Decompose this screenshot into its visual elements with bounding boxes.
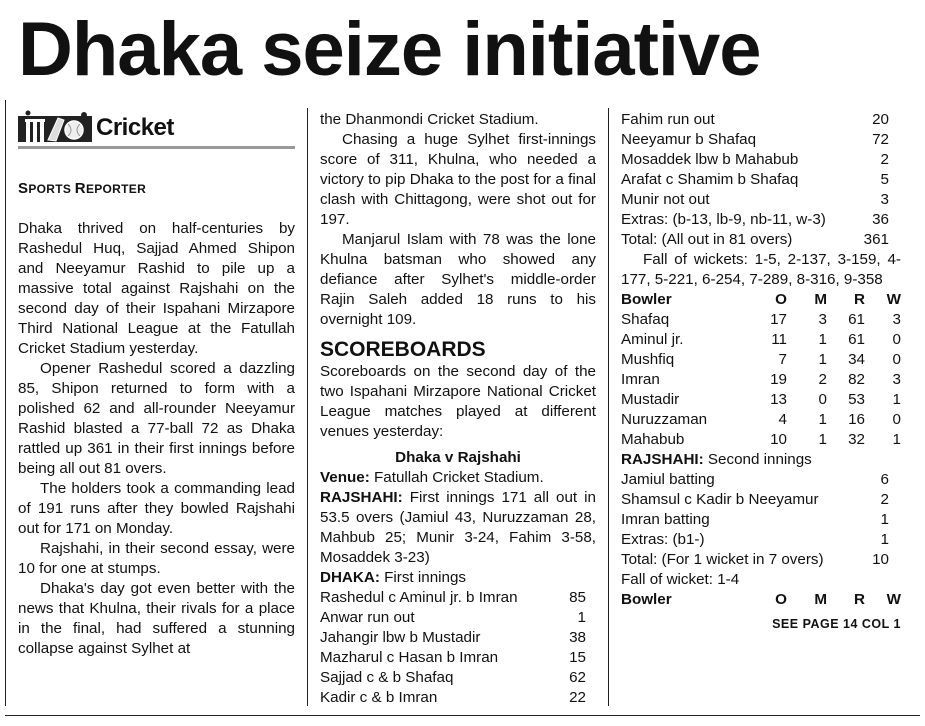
column-divider-1 <box>307 108 308 706</box>
second-innings-scorecard <box>621 470 901 570</box>
section-rule <box>18 146 295 149</box>
wickets-value: 0 <box>892 351 901 368</box>
overs-col-header: O <box>775 291 787 308</box>
venue-label: Venue: <box>320 469 370 486</box>
scoreboards-intro: Scoreboards on the second day of the two Ispahani Mirzapore National Cricket League matches played at different venues yesterday: <box>320 363 596 440</box>
batsman-entry: Jahangir lbw b Mustadir <box>320 629 481 646</box>
innings-summary: First innings 171 all out in 53.5 overs (Jamiul 43, Nuruzzaman 28, Mahbub 25; Munir 3-24, Fahim 3-58, Mosaddek 3-23) <box>320 489 596 566</box>
batting-scorecard <box>320 588 596 708</box>
batsman-entry: Extras: (b-13, lb-9, nb-11, w-3) <box>621 211 826 228</box>
batsman-entry: Sajjad c & b Shafaq <box>320 669 454 686</box>
batsman-entry: Total: (All out in 81 overs) <box>621 231 793 248</box>
bowler-name: Shafaq <box>621 311 670 328</box>
article-paragraph: Dhaka's day got even better with the news that Khulna, their rivals for a place in the final, had suffered a stunning collapse against Sylhet at <box>18 580 295 657</box>
scorecard-row <box>621 110 889 130</box>
left-border <box>5 100 6 706</box>
bowler-name: Mushfiq <box>621 351 675 368</box>
runs-value: 3 <box>880 191 889 208</box>
scorecard-row <box>621 530 889 550</box>
wickets-col-header: W <box>886 291 901 308</box>
maidens-value: 3 <box>818 311 827 328</box>
batsman-entry: Imran batting <box>621 511 710 528</box>
runs-col-header: R <box>854 591 865 608</box>
article-paragraph: Dhaka thrived on half-centuries by Rashedul Huq, Sajjad Ahmed Shipon and Neeyamur Rashid to pile up a massive total against Rajshahi on the second day of their Ispahani Mirzapore Third National League at the Fatullah Cricket Stadium yesterday. <box>18 220 295 357</box>
batsman-entry: Arafat c Shamim b Shafaq <box>621 171 799 188</box>
section-label: Cricket <box>96 114 174 141</box>
runs-value: 36 <box>872 211 889 228</box>
batsman-entry: Extras: (b1-) <box>621 531 705 548</box>
runs-conceded-value: 32 <box>848 431 865 448</box>
scorecard-row <box>320 628 586 648</box>
bowling-figures <box>621 310 901 450</box>
runs-value: 2 <box>880 491 889 508</box>
fall-of-wicket: Fall of wicket: 1-4 <box>621 571 740 588</box>
overs-value: 4 <box>778 411 787 428</box>
overs-value: 17 <box>770 311 787 328</box>
scorecard-row <box>320 588 586 608</box>
article-paragraph: Chasing a huge Sylhet first-innings score of 311, Khulna, who needed a victory to pip Dhaka to the post for a final clash with Chittagong, were shot out for 197. <box>320 131 596 228</box>
section-logo <box>18 110 295 144</box>
bowling-header <box>621 290 901 310</box>
continued-reference: SEE PAGE 14 COL 1 <box>772 617 901 631</box>
column-2 <box>320 110 596 708</box>
match-title: Dhaka v Rajshahi <box>395 449 521 466</box>
runs-col-header: R <box>854 291 865 308</box>
batting-scorecard-continued <box>621 110 901 250</box>
dhaka-first-innings <box>320 568 596 588</box>
bowler-name: Imran <box>621 371 660 388</box>
headline: Dhaka seize initiative <box>18 7 761 92</box>
runs-conceded-value: 34 <box>848 351 865 368</box>
overs-value: 10 <box>770 431 787 448</box>
bowling-row <box>621 350 901 370</box>
team-label: RAJSHAHI: <box>621 451 704 468</box>
runs-value: 2 <box>880 151 889 168</box>
column-divider-2 <box>608 108 609 706</box>
scorecard-row <box>621 170 889 190</box>
runs-value: 1 <box>880 531 889 548</box>
article-paragraph: The holders took a commanding lead of 191 runs after they bowled Rajshahi out for 171 on Monday. <box>18 480 295 537</box>
byline-initial-r: R <box>74 180 86 197</box>
batsman-entry: Anwar run out <box>320 609 415 626</box>
maidens-value: 2 <box>818 371 827 388</box>
bowling-header-2 <box>621 590 901 610</box>
maidens-col-header: M <box>814 291 827 308</box>
article-paragraph: Rajshahi, in their second essay, were 10 for one at stumps. <box>18 540 295 577</box>
bowling-row <box>621 390 901 410</box>
runs-value: 361 <box>863 231 889 248</box>
bowling-row <box>621 410 901 430</box>
byline <box>18 179 295 199</box>
article-paragraph: the Dhanmondi Cricket Stadium. <box>320 111 539 128</box>
venue-value: Fatullah Cricket Stadium. <box>369 469 544 486</box>
wickets-value: 0 <box>892 331 901 348</box>
rajshahi-second-innings <box>621 450 901 470</box>
wickets-value: 3 <box>892 371 901 388</box>
batsman-entry: Mazharul c Hasan b Imran <box>320 649 499 666</box>
byline-rest-2: EPORTER <box>85 182 147 196</box>
wickets-col-header: W <box>886 591 901 608</box>
overs-value: 19 <box>770 371 787 388</box>
runs-value: 62 <box>569 669 586 686</box>
team-label: RAJSHAHI: <box>320 489 403 506</box>
scorecard-row <box>621 510 889 530</box>
bowling-row <box>621 370 901 390</box>
maidens-col-header: M <box>814 591 827 608</box>
scorecard-row <box>320 668 586 688</box>
batsman-entry: Jamiul batting <box>621 471 715 488</box>
bowling-row <box>621 310 901 330</box>
wickets-value: 0 <box>892 411 901 428</box>
batsman-entry: Kadir c & b Imran <box>320 689 438 706</box>
innings-label: Second innings <box>703 451 812 468</box>
runs-value: 5 <box>880 171 889 188</box>
scorecard-row <box>621 150 889 170</box>
scorecard-row <box>320 648 586 668</box>
batsman-entry: Neeyamur b Shafaq <box>621 131 757 148</box>
batsman-entry: Munir not out <box>621 191 710 208</box>
team-label: DHAKA: <box>320 569 380 586</box>
runs-value: 10 <box>872 551 889 568</box>
bowler-name: Mustadir <box>621 391 680 408</box>
byline-initial-s: S <box>18 180 29 197</box>
article-paragraph: Opener Rashedul scored a dazzling 85, Shipon returned to form with a polished 62 and all-rounder Neeyamur Rashid blasted a 77-ball 72 as Dhaka rattled up 361 in their first innings before being all out 81 overs. <box>18 360 295 477</box>
byline-rest-1: PORTS <box>28 182 75 196</box>
scorecard-row <box>320 608 586 628</box>
bowling-row <box>621 430 901 450</box>
bowler-col-header: Bowler <box>621 291 672 308</box>
overs-col-header: O <box>775 591 787 608</box>
batsman-entry: Rashedul c Aminul jr. b Imran <box>320 589 518 606</box>
innings-label: First innings <box>379 569 466 586</box>
scorecard-row <box>621 190 889 210</box>
bowler-name: Nuruzzaman <box>621 411 708 428</box>
article-paragraph: Manjarul Islam with 78 was the lone Khulna batsman who showed any defiance after Sylhet's middle-order Rajin Saleh added 18 runs to his overnight 109. <box>320 231 596 328</box>
batsman-entry: Total: (For 1 wicket in 7 overs) <box>621 551 824 568</box>
batsman-entry: Fahim run out <box>621 111 715 128</box>
runs-conceded-value: 53 <box>848 391 865 408</box>
scorecard-row <box>320 688 586 708</box>
scorecard-row <box>621 210 889 230</box>
runs-value: 6 <box>880 471 889 488</box>
runs-value: 1 <box>880 511 889 528</box>
maidens-value: 0 <box>818 391 827 408</box>
runs-value: 22 <box>569 689 586 706</box>
overs-value: 13 <box>770 391 787 408</box>
wickets-value: 1 <box>892 391 901 408</box>
scorecard-row <box>621 550 889 570</box>
bottom-rule <box>5 715 920 716</box>
maidens-value: 1 <box>818 351 827 368</box>
maidens-value: 1 <box>818 331 827 348</box>
fall-of-wickets: Fall of wickets: 1-5, 2-137, 3-159, 4-177, 5-221, 6-254, 7-289, 8-316, 9-358 <box>621 251 901 288</box>
column-1 <box>18 110 295 659</box>
runs-value: 20 <box>872 111 889 128</box>
runs-conceded-value: 61 <box>848 331 865 348</box>
runs-conceded-value: 16 <box>848 411 865 428</box>
rajshahi-first-innings <box>320 488 596 568</box>
wickets-value: 1 <box>892 431 901 448</box>
scorecard-row <box>621 230 889 250</box>
bowler-col-header: Bowler <box>621 591 672 608</box>
overs-value: 7 <box>778 351 787 368</box>
column-3 <box>621 110 901 634</box>
runs-value: 72 <box>872 131 889 148</box>
maidens-value: 1 <box>818 411 827 428</box>
runs-value: 1 <box>577 609 586 626</box>
batsman-entry: Mosaddek lbw b Mahabub <box>621 151 799 168</box>
wickets-value: 3 <box>892 311 901 328</box>
scoreboards-subhead: SCOREBOARDS <box>320 338 486 361</box>
bowler-name: Mahabub <box>621 431 685 448</box>
runs-value: 15 <box>569 649 586 666</box>
runs-value: 38 <box>569 629 586 646</box>
runs-conceded-value: 82 <box>848 371 865 388</box>
batsman-entry: Shamsul c Kadir b Neeyamur <box>621 491 819 508</box>
scorecard-row <box>621 470 889 490</box>
cricket-logo-icon <box>18 110 92 142</box>
runs-value: 85 <box>569 589 586 606</box>
bowling-row <box>621 330 901 350</box>
scorecard-row <box>621 490 889 510</box>
scorecard-row <box>621 130 889 150</box>
bowler-name: Aminul jr. <box>621 331 684 348</box>
overs-value: 11 <box>771 331 787 348</box>
runs-conceded-value: 61 <box>848 311 865 328</box>
venue-line <box>320 468 596 488</box>
maidens-value: 1 <box>818 431 827 448</box>
